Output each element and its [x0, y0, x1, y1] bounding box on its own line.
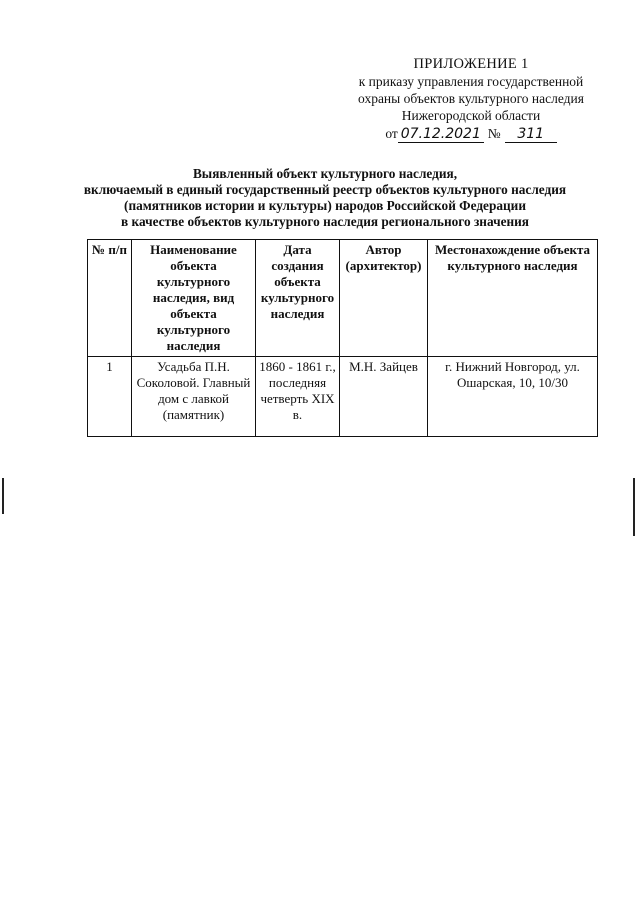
number-prefix: №	[487, 126, 501, 141]
order-number: 311	[505, 127, 557, 143]
heritage-table	[87, 239, 598, 437]
table-header-row	[88, 240, 598, 357]
appendix-date-line	[340, 125, 602, 143]
date-prefix: от	[385, 126, 398, 141]
header-date: Дата создания объекта культурного наследия	[256, 240, 340, 357]
appendix-block	[340, 56, 602, 143]
cell-name: Усадьба П.Н. Соколовой. Главный дом с лавкой (памятник)	[132, 357, 256, 437]
appendix-region-line: Нижегородской области	[401, 108, 541, 123]
title-line-3: (памятников истории и культуры) народов Российской Федерации	[124, 198, 526, 213]
header-location: Местонахождение объекта культурного наследия	[428, 240, 598, 357]
cell-author: М.Н. Зайцев	[340, 357, 428, 437]
order-date: 07.12.2021	[398, 127, 484, 143]
appendix-order-line: к приказу управления государственной	[358, 74, 584, 89]
appendix-authority-line: охраны объектов культурного наследия	[358, 91, 584, 106]
title-line-1: Выявленный объект культурного наследия,	[192, 166, 458, 181]
scan-edge-mark-right	[633, 478, 635, 536]
header-number: № п/п	[88, 240, 132, 357]
appendix-title: ПРИЛОЖЕНИЕ 1	[413, 56, 529, 72]
title-line-4: в качестве объектов культурного наследия регионального значения	[120, 214, 529, 229]
scan-edge-mark-left	[2, 478, 4, 514]
table-row	[88, 357, 598, 437]
cell-number: 1	[88, 357, 132, 437]
cell-location: г. Нижний Новгород, ул. Ошарская, 10, 10/30	[428, 357, 598, 437]
document-title	[80, 166, 570, 230]
header-name: Наименование объекта культурного наследия, вид объекта культурного наследия	[132, 240, 256, 357]
cell-date: 1860 - 1861 г., последняя четверть XIX в.	[256, 357, 340, 437]
header-author: Автор (архитектор)	[340, 240, 428, 357]
title-line-2: включаемый в единый государственный реестр объектов культурного наследия	[83, 182, 567, 197]
